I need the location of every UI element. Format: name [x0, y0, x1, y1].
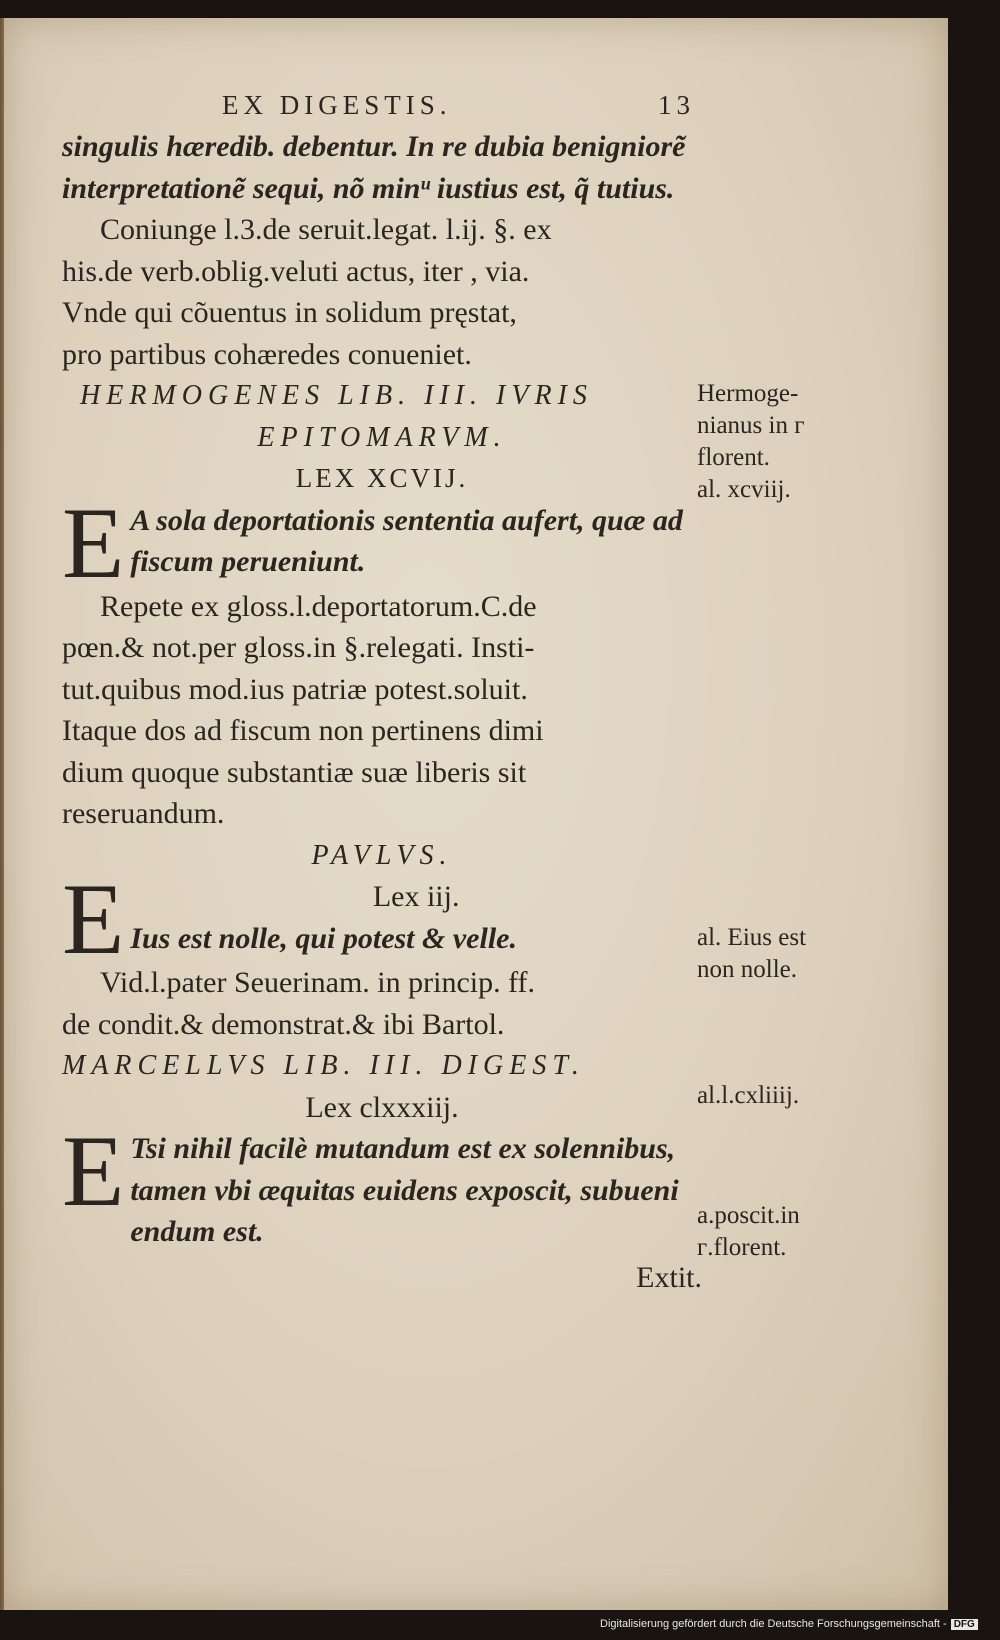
- text-line: reseruandum.: [62, 797, 225, 830]
- text-line: Ius est nolle, qui potest & velle.: [130, 921, 517, 955]
- text-line: interpretationẽ sequi, nõ minᵘ iustius est, q̃ tutius.: [62, 171, 675, 205]
- text-line: pro partibus cohæredes conueniet.: [62, 337, 472, 371]
- text-line: Itaque dos ad fiscum non pertinens dimi: [62, 714, 544, 747]
- section-heading: MARCELLVS LIB. III. DIGEST.: [62, 1050, 585, 1081]
- text-line: Tsi nihil facilè mutandum est ex solennibus,: [130, 1132, 676, 1165]
- text-line: fiscum perueniunt.: [130, 545, 366, 578]
- law-paragraph: [62, 876, 702, 962]
- lex-number: LEX XCVIJ.: [295, 463, 469, 493]
- running-title: EX DIGESTIS.: [222, 90, 452, 120]
- lex-number: Lex clxxxiij.: [305, 1090, 459, 1124]
- dfg-logo: DFG: [951, 1619, 978, 1630]
- text-line: dium quoque substantiæ suæ liberis sit: [62, 755, 527, 789]
- text-line: his.de verb.oblig.veluti actus, iter , via.: [62, 254, 530, 288]
- text-line: singulis hæredib. debentur. In re dubia benigniorẽ: [62, 130, 686, 163]
- margin-note: al. Eius est non nolle.: [697, 924, 807, 983]
- page-number: 13: [658, 90, 695, 120]
- lex-number: Lex iij.: [372, 880, 460, 913]
- text-line: de condit.& demonstrat.& ibi Bartol.: [62, 1007, 505, 1041]
- law-paragraph: [62, 1128, 702, 1253]
- margin-note: a.poscit.in ᴦ.florent.: [697, 1202, 800, 1261]
- section-heading: PAVLVS.: [311, 839, 453, 871]
- text-line: Coniunge l.3.de seruit.legat. l.ij. §. ex: [100, 213, 552, 246]
- initial-letter: E: [62, 499, 125, 586]
- text-line: endum est.: [130, 1215, 264, 1248]
- main-text-column: [62, 90, 702, 1295]
- law-paragraph: [62, 500, 702, 586]
- catchword: Extit.: [636, 1260, 702, 1294]
- margin-note: Hermoge- nianus in ᴦ florent. al. xcviij.: [697, 380, 805, 503]
- margin-note: al.l.cxliiij.: [697, 1082, 800, 1109]
- section-heading: EPITOMARVM.: [257, 421, 507, 453]
- text-line: Repete ex gloss.l.deportatorum.C.de: [100, 589, 537, 623]
- text-line: Vid.l.pater Seuerinam. in princip. ff.: [100, 966, 536, 999]
- section-heading: HERMOGENES LIB. III. IVRIS: [80, 380, 593, 411]
- text-line: pœn.& not.per gloss.in §.relegati. Insti-: [62, 631, 535, 664]
- digitization-credit: Digitalisierung gefördert durch die Deutsche Forschungsgemeinschaft - DFG: [600, 1618, 978, 1630]
- initial-letter: E: [62, 876, 125, 962]
- text-line: tamen vbi æquitas euidens exposcit, subueni: [130, 1173, 679, 1207]
- page-header: [62, 90, 702, 126]
- text-line: A sola deportationis sententia aufert, quæ ad: [130, 503, 683, 537]
- text-line: Vnde qui cõuentus in solidum pręstat,: [62, 296, 517, 329]
- initial-letter: E: [62, 1128, 125, 1228]
- text-line: tut.quibus mod.ius patriæ potest.soluit.: [62, 672, 528, 706]
